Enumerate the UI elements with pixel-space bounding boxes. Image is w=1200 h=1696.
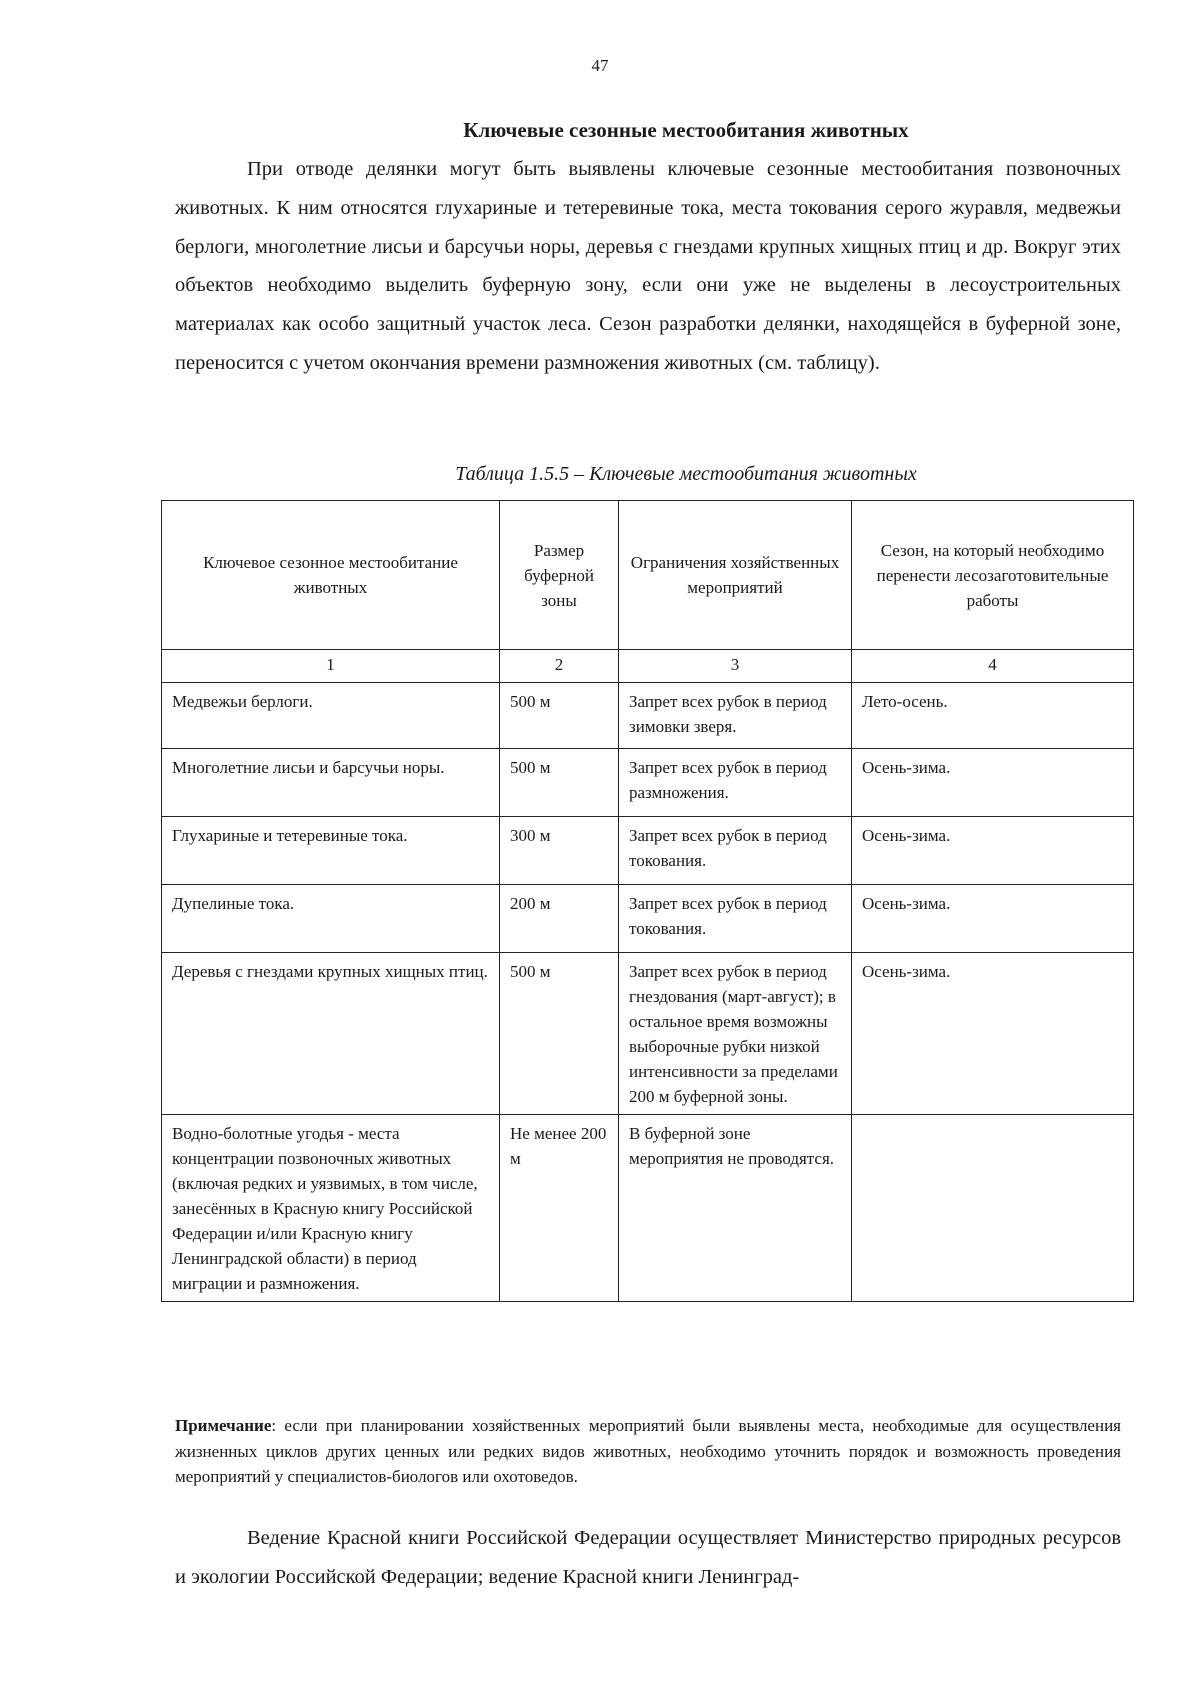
closing-paragraph: Ведение Красной книги Российской Федерации осуществляет Министерство природных ресурсов и экологии Российской Федерации; ведение Красной книги Ленинград- xyxy=(175,1527,1121,1588)
cell-restriction: Запрет всех рубок в период гнездования (март-август); в остальное время возможны выборочные рубки низкой интенсивности за пределами 200 м буферной зоны. xyxy=(619,953,852,1115)
column-number: 4 xyxy=(852,650,1134,683)
cell-restriction: Запрет всех рубок в период токования. xyxy=(619,817,852,885)
cell-buffer: Не менее 200 м xyxy=(500,1115,619,1302)
table-row xyxy=(162,953,1134,1115)
column-number: 1 xyxy=(162,650,500,683)
intro-paragraph: При отводе делянки могут быть выявлены ключевые сезонные местообитания позвоночных животных. К ним относятся глухариные и тетеревиные тока, места токования серого журавля, медвежьи берлоги, многолетние лисьи и барсучьи норы, деревья с гнездами крупных хищных птиц и др. Вокруг этих объектов необходимо выделить буферную зону, если они уже не выделены в лесоустроительных материалах как особо защитный участок леса. Сезон разработки делянки, находящейся в буферной зоне, переносится с учетом окончания времени размножения животных (см. таблицу). xyxy=(175,158,1121,374)
table-caption: Таблица 1.5.5 – Ключевые местообитания животных xyxy=(455,463,917,485)
cell-restriction: Запрет всех рубок в период токования. xyxy=(619,885,852,953)
cell-season: Осень-зима. xyxy=(852,885,1134,953)
table-row xyxy=(162,683,1134,749)
cell-season: Осень-зима. xyxy=(852,817,1134,885)
note-label: Примечание xyxy=(175,1416,272,1435)
page-number: 47 xyxy=(591,56,609,75)
cell-buffer: 200 м xyxy=(500,885,619,953)
header-restriction: Ограничения хозяйственных мероприятий xyxy=(619,501,852,650)
cell-season: Осень-зима. xyxy=(852,953,1134,1115)
table-note xyxy=(175,1413,1121,1490)
header-habitat: Ключевое сезонное местообитание животных xyxy=(162,501,500,650)
cell-buffer: 500 м xyxy=(500,683,619,749)
cell-habitat: Дупелиные тока. xyxy=(162,885,500,953)
cell-restriction: Запрет всех рубок в период размножения. xyxy=(619,749,852,817)
table-row xyxy=(162,885,1134,953)
cell-season: Осень-зима. xyxy=(852,749,1134,817)
cell-season xyxy=(852,1115,1134,1302)
column-number: 3 xyxy=(619,650,852,683)
cell-habitat: Водно-болотные угодья - места концентрации позвоночных животных (включая редких и уязвимых, в том числе, занесённых в Красную книгу Российской Федерации и/или Красную книгу Ленинградской области) в период миграции и размножения. xyxy=(162,1115,500,1302)
table-row xyxy=(162,1115,1134,1302)
section-heading: Ключевые сезонные местообитания животных xyxy=(463,118,909,142)
cell-restriction: Запрет всех рубок в период зимовки зверя. xyxy=(619,683,852,749)
cell-habitat: Глухариные и тетеревиные тока. xyxy=(162,817,500,885)
habitats-table xyxy=(161,500,1134,1302)
table-row xyxy=(162,749,1134,817)
header-buffer: Размер буферной зоны xyxy=(500,501,619,650)
cell-habitat: Многолетние лисьи и барсучьи норы. xyxy=(162,749,500,817)
cell-restriction: В буферной зоне мероприятия не проводятся. xyxy=(619,1115,852,1302)
cell-buffer: 300 м xyxy=(500,817,619,885)
note-text: : если при планировании хозяйственных мероприятий были выявлены места, необходимые для осуществления жизненных циклов других ценных или редких видов животных, необходимо уточнить порядок и возможность проведения мероприятий у специалистов-биологов или охотоведов. xyxy=(175,1416,1121,1486)
header-season: Сезон, на который необходимо перенести лесозаготовительные работы xyxy=(852,501,1134,650)
cell-habitat: Медвежьи берлоги. xyxy=(162,683,500,749)
cell-season: Лето-осень. xyxy=(852,683,1134,749)
cell-habitat: Деревья с гнездами крупных хищных птиц. xyxy=(162,953,500,1115)
column-number: 2 xyxy=(500,650,619,683)
column-number-row xyxy=(162,650,1134,683)
table-row xyxy=(162,817,1134,885)
cell-buffer: 500 м xyxy=(500,953,619,1115)
table-header-row xyxy=(162,501,1134,650)
cell-buffer: 500 м xyxy=(500,749,619,817)
